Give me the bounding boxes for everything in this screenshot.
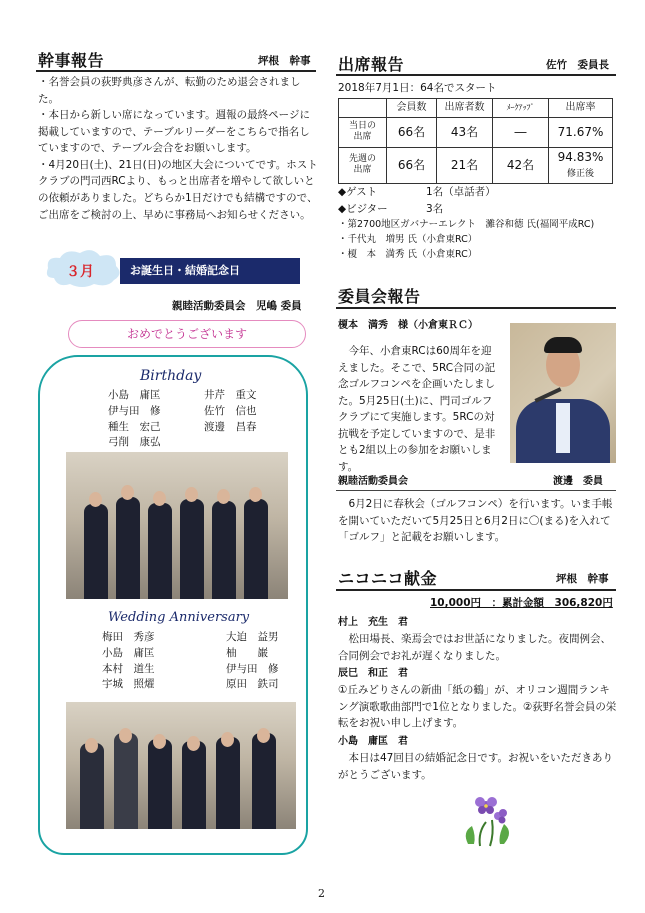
secretary-para-3: ・4月20日(土)、21日(日)の地区大会についてです。ホストクラブの門司西RCより、もっと出席者を増やして欲しいとの依頼がありました。どちらか1日だけでも結構ですので、ご出席をご検討の上、早めに事務局へお知らせください。	[38, 158, 318, 221]
committee-title: 委員会報告	[338, 287, 421, 306]
person-head	[119, 728, 132, 743]
attendance-byline: 佐竹 委員長	[546, 59, 609, 71]
wedding-name: 大迫 益男	[226, 631, 279, 643]
rate-cell: 71.67%	[549, 117, 613, 147]
table-header-cell: 出席率	[549, 99, 613, 118]
secretary-title: 幹事報告	[38, 51, 105, 70]
attendance-table	[338, 98, 613, 184]
nikoniko-entry-text: ①丘みどりさんの新曲「紙の鶴」が、オリコン週間ランキング演歌歌曲部門で1位となりました。②荻野名誉会員の栄転をお祝い申し上げます。	[338, 684, 617, 730]
birthday-name: 井芹 重文	[204, 389, 257, 401]
visitor-label: ◆ビジター	[338, 202, 388, 215]
congrats-oval: おめでとうございます	[68, 320, 306, 348]
nikoniko-entry-text: 松田場長、楽焉会ではお世話になりました。夜間例会、合同例会でお礼が遅くなりました。	[338, 633, 611, 662]
members-cell: 66名	[387, 147, 437, 183]
person-head	[187, 736, 200, 751]
birthday-committee: 親睦活動委員会 児嶋 委員	[172, 300, 302, 312]
wedding-photo	[66, 702, 296, 829]
divider	[36, 70, 316, 72]
nikoniko-entry-name: 小島 庸匡 君	[338, 736, 408, 747]
table-header-cell: 会員数	[387, 99, 437, 118]
visitor-item: ・千代丸 増男 氏（小倉東RC）	[338, 234, 478, 246]
person-head	[257, 728, 270, 743]
committee-text2: 6月2日に春秋会（ゴルフコンペ）を行います。いま手帳を開いていただいて5月25日と6月2日に〇(まる)を入れて「ゴルフ」と記載をお願いします。	[338, 498, 613, 544]
table-row	[339, 117, 613, 147]
person	[80, 743, 104, 829]
person	[182, 741, 206, 829]
rate-cell	[549, 147, 613, 183]
violet-flower-icon	[458, 792, 518, 850]
person	[148, 739, 172, 829]
person	[216, 737, 240, 829]
row-label	[339, 117, 387, 147]
wedding-name: 梅田 秀彦	[102, 631, 155, 643]
attend-cell: 21名	[437, 147, 493, 183]
wedding-label: Wedding Anniversary	[108, 610, 250, 625]
speaker-photo	[510, 323, 616, 463]
birthday-name: 弓削 康弘	[108, 436, 161, 449]
divider	[336, 490, 616, 491]
person-head	[85, 738, 98, 753]
person	[116, 497, 140, 599]
nikoniko-entry-name: 辰巳 和正 君	[338, 668, 408, 679]
attend-cell: 43名	[437, 117, 493, 147]
guest-label: ◆ゲスト	[338, 186, 378, 198]
birthday-name: 渡邊 昌春	[204, 420, 257, 433]
birthday-name: 種生 宏己	[108, 420, 161, 433]
divider	[336, 307, 616, 309]
person	[84, 504, 108, 599]
committee-speaker1: 榎本 満秀 様（小倉東ＲＣ）	[338, 320, 478, 331]
birthday-label: Birthday	[140, 368, 202, 384]
row-label-line: 当日の	[348, 121, 376, 132]
table-header-row	[339, 99, 613, 118]
nikoniko-title: ニコニコ献金	[338, 569, 438, 588]
person	[212, 501, 236, 599]
nikoniko-entry-name: 村上 充生 君	[338, 617, 408, 628]
guest-value: 1名（卓話者）	[426, 186, 496, 198]
committee-text1: 今年、小倉東RCは60周年を迎えました。そこで、5RC合同の記念ゴルフコンペを企画いたしました。5月25日(土)に、門司ゴルフクラブにて実施します。5RCの対抗戦を予定していますので、是非とも2組以上の参加をお願いします。	[338, 345, 496, 474]
person	[180, 499, 204, 599]
makeup-cell: ―	[493, 117, 549, 147]
divider	[336, 74, 616, 76]
rate-value: 94.83%	[557, 150, 604, 165]
birthday-photo	[66, 452, 288, 599]
speaker-hair	[544, 337, 582, 353]
nikoniko-entry-text: 本日は47回目の結婚記念日です。お祝いをいただきありがとうございます。	[338, 752, 614, 781]
secretary-byline: 坪根 幹事	[258, 55, 311, 67]
birthday-names	[108, 388, 283, 451]
table-header-cell: ﾒｰｸｱｯﾌﾟ	[493, 99, 549, 118]
wedding-name: 伊与田 修	[226, 662, 279, 675]
guest-block	[338, 184, 618, 262]
person-head	[249, 487, 262, 502]
person-head	[153, 734, 166, 749]
visitor-item: ・榎 本 満秀 氏（小倉東RC）	[338, 249, 478, 261]
table-row	[339, 147, 613, 183]
page-number: 2	[318, 887, 325, 900]
makeup-cell: 42名	[493, 147, 549, 183]
secretary-para-1: ・名誉会員の荻野典彦さんが、転勤のため退会されました。	[38, 76, 301, 105]
person-head	[121, 485, 134, 500]
birthday-banner: お誕生日・結婚記念日	[120, 258, 300, 284]
wedding-names	[102, 630, 297, 693]
wedding-name: 小島 庸匡	[102, 646, 155, 659]
committee-speaker2: 親睦活動委員会	[338, 476, 408, 487]
attendance-intro: 2018年7月1日：64名でスタート	[338, 82, 497, 94]
wedding-name: 原田 鉄司	[226, 678, 279, 691]
person	[148, 503, 172, 599]
divider	[336, 589, 616, 591]
month-label: ３月	[66, 264, 94, 280]
wedding-name: 本村 道生	[102, 662, 155, 675]
row-label	[339, 147, 387, 183]
wedding-name: 宇城 照燿	[102, 678, 155, 691]
person-head	[153, 491, 166, 506]
visitor-item: ・第2700地区ガバナーエレクト 灘谷和德 氏(福岡平成RC)	[338, 219, 595, 231]
committee-speaker2-name: 渡邊 委員	[553, 476, 603, 487]
person	[114, 733, 138, 829]
person	[244, 499, 268, 599]
row-label-line: 出席	[353, 132, 372, 142]
secretary-body	[38, 74, 318, 223]
person-head	[221, 732, 234, 747]
birthday-name: 伊与田 修	[108, 404, 161, 417]
person	[252, 733, 276, 829]
attendance-title: 出席報告	[338, 55, 405, 74]
birthday-name: 小島 庸匡	[108, 389, 161, 401]
table-header-cell: 出席者数	[437, 99, 493, 118]
speaker-shirt	[556, 403, 570, 453]
visitor-value: 3名	[426, 202, 444, 215]
wedding-name: 柚 巌	[226, 646, 268, 659]
person-head	[89, 492, 102, 507]
row-label-line: 先週の	[348, 154, 376, 165]
birthday-name: 佐竹 信也	[204, 404, 257, 417]
table-header-cell	[339, 99, 387, 118]
secretary-para-2: ・本日から新しい席になっています。週報の最終ページに掲載していますので、テーブルリーダーをこちらで指名していますので、テーブル会合をお願いします。	[38, 109, 310, 155]
person-head	[217, 489, 230, 504]
person-head	[185, 487, 198, 502]
nikoniko-byline: 坪根 幹事	[556, 573, 609, 585]
members-cell: 66名	[387, 117, 437, 147]
nikoniko-total: 10,000円 ：累計金額 306,820円	[430, 597, 613, 609]
rate-note: 修正後	[566, 168, 594, 179]
row-label-line: 出席	[353, 165, 372, 175]
